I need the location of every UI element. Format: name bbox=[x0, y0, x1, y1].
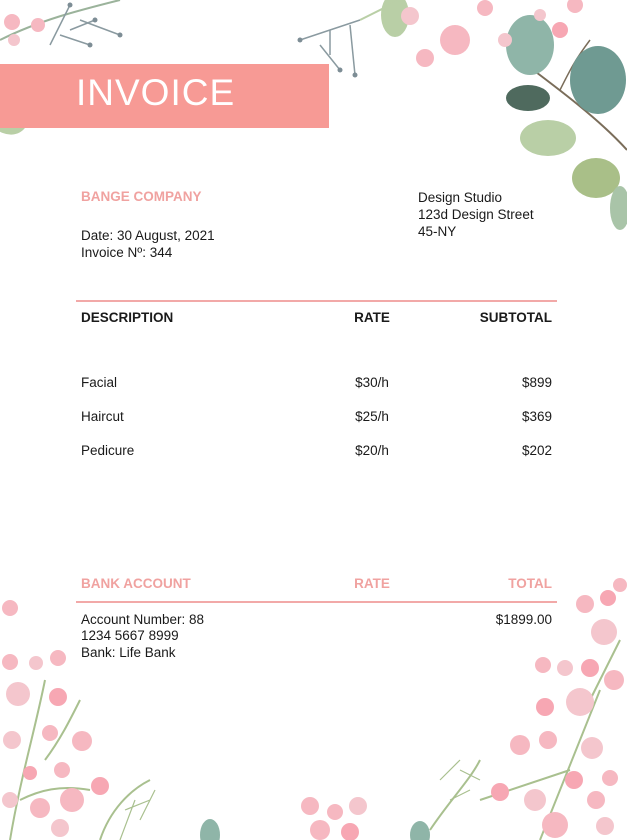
invoice-number: Invoice Nº: 344 bbox=[81, 245, 173, 260]
row-1-rate: $30/h bbox=[355, 375, 389, 390]
floral-bottom-left-icon bbox=[2, 600, 367, 840]
company-name: BANGE COMPANY bbox=[81, 189, 202, 204]
bank-rule bbox=[76, 601, 557, 603]
header-subtotal: SUBTOTAL bbox=[479, 310, 552, 325]
row-2-subtotal: $369 bbox=[521, 409, 552, 424]
account-number: Account Number: 88 bbox=[81, 612, 205, 627]
header-total: TOTAL bbox=[508, 576, 552, 591]
recipient-street: 123d Design Street bbox=[418, 207, 534, 222]
header-description: DESCRIPTION bbox=[81, 310, 174, 325]
recipient-city: 45-NY bbox=[418, 224, 457, 239]
header-bank-rate: RATE bbox=[354, 576, 390, 591]
row-2-description: Haircut bbox=[81, 409, 124, 424]
invoice-title: INVOICE bbox=[76, 72, 236, 113]
total-amount: $1899.00 bbox=[495, 612, 552, 627]
account-digits: 1234 5667 8999 bbox=[81, 628, 179, 643]
row-3-rate: $20/h bbox=[355, 443, 389, 458]
recipient-name: Design Studio bbox=[418, 190, 503, 205]
table-top-rule bbox=[76, 300, 557, 302]
row-2-rate: $25/h bbox=[355, 409, 389, 424]
bank-name: Bank: Life Bank bbox=[81, 645, 176, 660]
row-3-description: Pedicure bbox=[81, 443, 135, 458]
header-bank-account: BANK ACCOUNT bbox=[81, 576, 191, 591]
row-1-subtotal: $899 bbox=[521, 375, 552, 390]
row-3-subtotal: $202 bbox=[521, 443, 552, 458]
invoice-date: Date: 30 August, 2021 bbox=[81, 228, 215, 243]
header-rate: RATE bbox=[354, 310, 390, 325]
row-1-description: Facial bbox=[81, 375, 118, 390]
